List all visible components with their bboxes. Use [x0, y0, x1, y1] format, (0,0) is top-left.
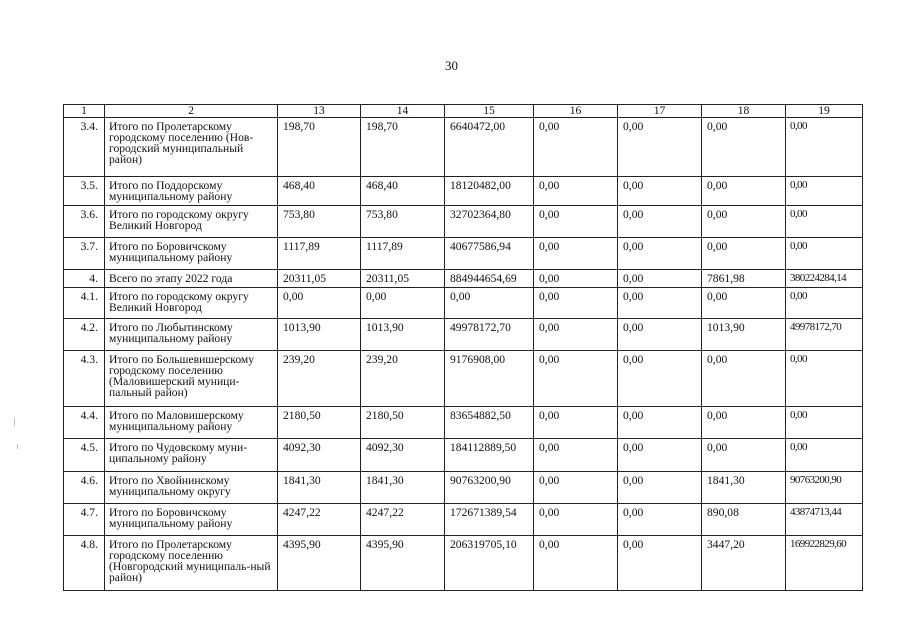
cell-col-16: 0,00 [534, 270, 618, 288]
cell-col-16: 0,00 [534, 177, 618, 206]
cell-col-13: 0,00 [278, 288, 361, 319]
cell-col-13: 4092,30 [278, 439, 361, 472]
cell-col-14: 20311,05 [361, 270, 445, 288]
row-number-cell: 4.2. [64, 319, 105, 351]
cell-col-19: 0,00 [786, 407, 863, 439]
row-name-cell: Итого по Боровичскому муниципальному району [105, 238, 278, 270]
cell-col-17: 0,00 [618, 319, 702, 351]
cell-col-15: 184112889,50 [445, 439, 534, 472]
cell-col-13: 1117,89 [278, 238, 361, 270]
table-row [64, 319, 863, 351]
cell-col-13: 1013,90 [278, 319, 361, 351]
row-name-cell: Итого по Хвойнинскому муниципальному округу [105, 472, 278, 504]
row-number-cell: 4.5. [64, 439, 105, 472]
cell-col-18: 0,00 [702, 118, 786, 177]
cell-col-13: 753,80 [278, 206, 361, 238]
cell-col-18: 890,08 [702, 504, 786, 536]
column-header: 17 [618, 105, 702, 118]
table-row [64, 238, 863, 270]
cell-col-13: 468,40 [278, 177, 361, 206]
row-number-cell: 4.7. [64, 504, 105, 536]
cell-col-14: 4092,30 [361, 439, 445, 472]
column-header: 1 [64, 105, 105, 118]
cell-col-19: 90763200,90 [786, 472, 863, 504]
table-body [64, 118, 863, 591]
data-table [63, 104, 863, 591]
cell-col-18: 0,00 [702, 351, 786, 407]
cell-col-17: 0,00 [618, 472, 702, 504]
row-number-cell: 3.7. [64, 238, 105, 270]
scan-mark [14, 418, 15, 426]
row-number-cell: 4.8. [64, 536, 105, 591]
cell-col-15: 6640472,00 [445, 118, 534, 177]
row-name-cell: Всего по этапу 2022 года [105, 270, 278, 288]
cell-col-15: 206319705,10 [445, 536, 534, 591]
row-name-cell: Итого по городскому округу Великий Новгород [105, 288, 278, 319]
cell-col-18: 0,00 [702, 407, 786, 439]
cell-col-19: 380224284,14 [786, 270, 863, 288]
cell-col-17: 0,00 [618, 206, 702, 238]
cell-col-18: 0,00 [702, 288, 786, 319]
cell-col-14: 1117,89 [361, 238, 445, 270]
cell-col-17: 0,00 [618, 351, 702, 407]
table-row [64, 288, 863, 319]
cell-col-16: 0,00 [534, 206, 618, 238]
column-header: 13 [278, 105, 361, 118]
row-name-cell: Итого по Пролетарскому городскому поселению (Новгородский муниципаль-ный район) [105, 536, 278, 591]
cell-col-18: 3447,20 [702, 536, 786, 591]
column-header: 19 [786, 105, 863, 118]
cell-col-16: 0,00 [534, 536, 618, 591]
cell-col-19: 0,00 [786, 118, 863, 177]
cell-col-19: 0,00 [786, 177, 863, 206]
cell-col-18: 0,00 [702, 439, 786, 472]
cell-col-13: 239,20 [278, 351, 361, 407]
cell-col-19: 0,00 [786, 288, 863, 319]
cell-col-13: 198,70 [278, 118, 361, 177]
cell-col-16: 0,00 [534, 351, 618, 407]
row-number-cell: 3.4. [64, 118, 105, 177]
cell-col-16: 0,00 [534, 407, 618, 439]
cell-col-17: 0,00 [618, 118, 702, 177]
cell-col-14: 239,20 [361, 351, 445, 407]
cell-col-14: 1013,90 [361, 319, 445, 351]
table-row [64, 504, 863, 536]
table-header [64, 105, 863, 118]
table-row [64, 206, 863, 238]
column-header: 18 [702, 105, 786, 118]
table-row [64, 351, 863, 407]
cell-col-17: 0,00 [618, 439, 702, 472]
row-name-cell: Итого по Маловишерскому муниципальному району [105, 407, 278, 439]
cell-col-13: 4395,90 [278, 536, 361, 591]
cell-col-17: 0,00 [618, 536, 702, 591]
cell-col-15: 0,00 [445, 288, 534, 319]
table-row [64, 118, 863, 177]
cell-col-15: 49978172,70 [445, 319, 534, 351]
cell-col-16: 0,00 [534, 238, 618, 270]
cell-col-14: 468,40 [361, 177, 445, 206]
column-header: 15 [445, 105, 534, 118]
cell-col-18: 0,00 [702, 206, 786, 238]
cell-col-16: 0,00 [534, 439, 618, 472]
cell-col-13: 4247,22 [278, 504, 361, 536]
cell-col-15: 83654882,50 [445, 407, 534, 439]
cell-col-13: 20311,05 [278, 270, 361, 288]
table-row [64, 270, 863, 288]
cell-col-15: 18120482,00 [445, 177, 534, 206]
cell-col-18: 1013,90 [702, 319, 786, 351]
cell-col-18: 7861,98 [702, 270, 786, 288]
page-number: 30 [445, 58, 458, 73]
table-row [64, 177, 863, 206]
column-header: 2 [105, 105, 278, 118]
cell-col-14: 1841,30 [361, 472, 445, 504]
cell-col-19: 49978172,70 [786, 319, 863, 351]
row-name-cell: Итого по Боровичскому муниципальному району [105, 504, 278, 536]
cell-col-15: 32702364,80 [445, 206, 534, 238]
cell-col-19: 43874713,44 [786, 504, 863, 536]
row-number-cell: 3.6. [64, 206, 105, 238]
cell-col-19: 0,00 [786, 439, 863, 472]
cell-col-19: 0,00 [786, 351, 863, 407]
cell-col-14: 198,70 [361, 118, 445, 177]
cell-col-17: 0,00 [618, 238, 702, 270]
table-row [64, 536, 863, 591]
row-number-cell: 3.5. [64, 177, 105, 206]
cell-col-14: 0,00 [361, 288, 445, 319]
row-number-cell: 4.6. [64, 472, 105, 504]
cell-col-14: 753,80 [361, 206, 445, 238]
cell-col-15: 90763200,90 [445, 472, 534, 504]
cell-col-17: 0,00 [618, 288, 702, 319]
cell-col-19: 0,00 [786, 206, 863, 238]
cell-col-15: 172671389,54 [445, 504, 534, 536]
cell-col-18: 0,00 [702, 238, 786, 270]
table-row [64, 407, 863, 439]
cell-col-16: 0,00 [534, 472, 618, 504]
cell-col-16: 0,00 [534, 504, 618, 536]
cell-col-18: 1841,30 [702, 472, 786, 504]
row-name-cell: Итого по Поддорскому муниципальному району [105, 177, 278, 206]
cell-col-15: 40677586,94 [445, 238, 534, 270]
scan-mark [17, 444, 18, 449]
table-row [64, 439, 863, 472]
cell-col-14: 4395,90 [361, 536, 445, 591]
row-number-cell: 4. [64, 270, 105, 288]
row-name-cell: Итого по Большевишерскому городскому поселению (Маловишерский муници-пальный район) [105, 351, 278, 407]
cell-col-14: 2180,50 [361, 407, 445, 439]
cell-col-15: 884944654,69 [445, 270, 534, 288]
row-name-cell: Итого по Чудовскому муни-ципальному району [105, 439, 278, 472]
cell-col-16: 0,00 [534, 288, 618, 319]
row-number-cell: 4.4. [64, 407, 105, 439]
row-name-cell: Итого по Пролетарскому городскому поселению (Нов-городский муниципальный район) [105, 118, 278, 177]
cell-col-18: 0,00 [702, 177, 786, 206]
row-number-cell: 4.3. [64, 351, 105, 407]
cell-col-16: 0,00 [534, 319, 618, 351]
cell-col-14: 4247,22 [361, 504, 445, 536]
row-number-cell: 4.1. [64, 288, 105, 319]
cell-col-13: 1841,30 [278, 472, 361, 504]
cell-col-17: 0,00 [618, 407, 702, 439]
cell-col-15: 9176908,00 [445, 351, 534, 407]
row-name-cell: Итого по городскому округу Великий Новгород [105, 206, 278, 238]
table-row [64, 472, 863, 504]
cell-col-17: 0,00 [618, 270, 702, 288]
cell-col-19: 169922829,60 [786, 536, 863, 591]
column-header: 14 [361, 105, 445, 118]
cell-col-16: 0,00 [534, 118, 618, 177]
column-header: 16 [534, 105, 618, 118]
cell-col-19: 0,00 [786, 238, 863, 270]
cell-col-17: 0,00 [618, 177, 702, 206]
cell-col-17: 0,00 [618, 504, 702, 536]
row-name-cell: Итого по Любытинскому муниципальному району [105, 319, 278, 351]
cell-col-13: 2180,50 [278, 407, 361, 439]
